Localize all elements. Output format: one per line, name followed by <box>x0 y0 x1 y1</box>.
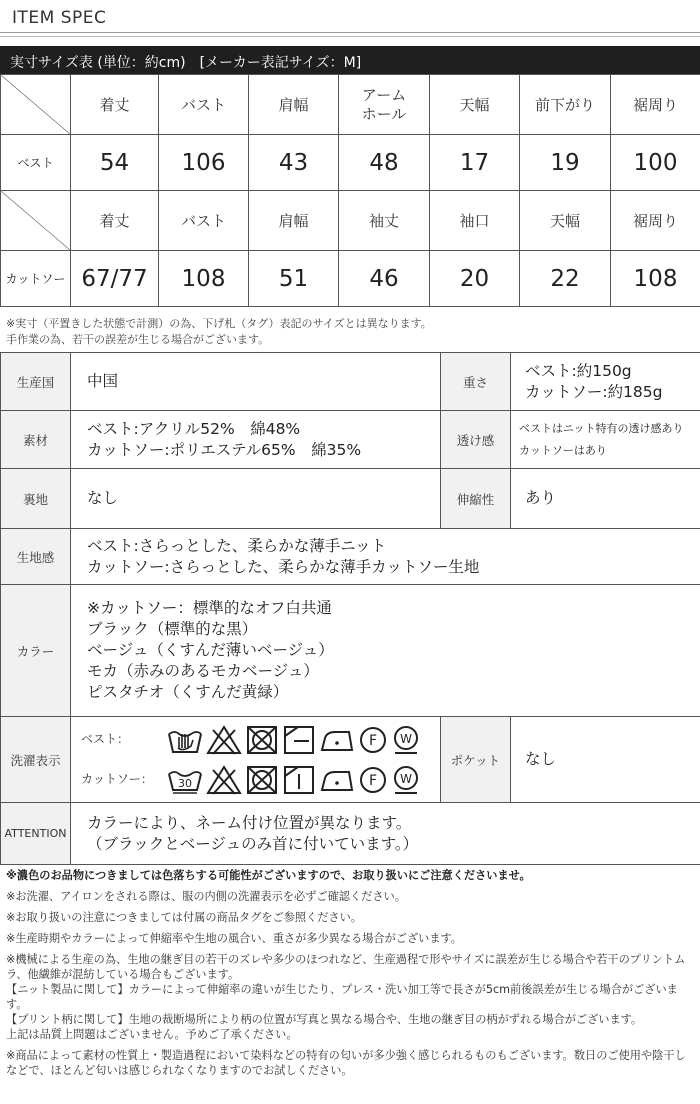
no-bleach-icon <box>206 724 242 756</box>
note-item: ※生産時期やカラーによって伸縮率や生地の風合い、重さが多少異なる場合がございます。 <box>6 932 462 945</box>
note-item: ※お取り扱いの注意につきましては付属の商品タグをご参照ください。 <box>6 911 362 924</box>
product-info-table <box>0 352 700 865</box>
wet-clean-w-letter: W <box>400 771 412 786</box>
material-label: 素材 <box>1 411 71 469</box>
texture-line: ベスト:さらっとした、柔らかな薄手ニット <box>87 536 387 555</box>
cutsew-header-row <box>1 191 700 251</box>
no-bleach-icon <box>206 764 242 796</box>
col-header: バスト <box>159 191 249 251</box>
note-item: ※濃色のお品物につきましては色落ちする可能性がございますので、お取り扱いにご注意くださいませ。 <box>6 869 531 882</box>
weight-line: カットソー:約185g <box>525 382 663 401</box>
wash-symbols <box>71 717 441 803</box>
col-header: 着丈 <box>71 191 159 251</box>
wet-clean-w-icon <box>391 764 421 796</box>
note-group <box>6 952 696 1042</box>
weight-value <box>511 353 700 411</box>
wash-cutsew-label: カットソー： <box>81 772 153 786</box>
size-value: 108 <box>611 251 700 307</box>
col-header: 肩幅 <box>249 191 339 251</box>
color-line: ※カットソー：標準的なオフ白共通 <box>87 599 332 617</box>
size-value: 106 <box>159 135 249 191</box>
row-label-cutsew: カットソー <box>1 251 71 307</box>
size-value: 54 <box>71 135 159 191</box>
wet-clean-w-letter: W <box>400 731 412 746</box>
armhole-line-1: アーム <box>361 85 407 104</box>
size-value: 22 <box>520 251 611 307</box>
lining-value: なし <box>71 469 441 529</box>
color-line: ベージュ（くすんだ薄いベージュ） <box>87 641 334 659</box>
wash-label: 洗濯表示 <box>1 717 71 803</box>
wash-row-cutsew <box>81 760 440 800</box>
col-header: 裾周り <box>611 75 700 135</box>
col-header: 前下がり <box>520 75 611 135</box>
corner-cell <box>1 191 71 251</box>
col-header: 裾周り <box>611 191 700 251</box>
lining-label: 裏地 <box>1 469 71 529</box>
col-header-armhole <box>339 75 430 135</box>
col-header: 着丈 <box>71 75 159 135</box>
color-value <box>71 585 700 717</box>
color-label: カラー <box>1 585 71 717</box>
header-divider <box>0 32 700 33</box>
size-table <box>0 74 700 307</box>
cutsew-value-row <box>1 251 700 307</box>
weight-label: 重さ <box>441 353 511 411</box>
col-header: 肩幅 <box>249 75 339 135</box>
col-header: 袖丈 <box>339 191 430 251</box>
material-line: ベスト:アクリル52% 綿48% <box>87 419 301 438</box>
note-item: 上記は品質上問題はございません。予めご了承ください。 <box>6 1028 298 1041</box>
care-notes <box>6 868 696 1084</box>
pocket-label: ポケット <box>441 717 511 803</box>
color-line: モカ（赤みのあるモカベージュ） <box>87 662 319 680</box>
note-item: ※機械による生産の為、生地の継ぎ目の若干のズレや多少のほつれなど、生産過程で形やサイズに誤差が生じる場合や若干のプリントムラ、他繊維が混紡している場合もございます。 <box>6 953 686 981</box>
vest-header-row <box>1 75 700 135</box>
sheer-line: ベストはニット特有の透け感あり <box>519 421 684 435</box>
row-label-vest: ベスト <box>1 135 71 191</box>
stretch-label: 伸縮性 <box>441 469 511 529</box>
attention-line: （ブラックとベージュのみ首に付いています。） <box>87 834 419 853</box>
size-value: 43 <box>249 135 339 191</box>
col-header: 袖口 <box>430 191 520 251</box>
no-tumble-dry-icon <box>245 724 279 756</box>
info-row-color <box>1 585 700 717</box>
measurement-note <box>6 316 432 348</box>
texture-value <box>71 529 700 585</box>
stretch-value: あり <box>511 469 700 529</box>
origin-value: 中国 <box>71 353 441 411</box>
note-item: ※お洗濯、アイロンをされる際は、服の内側の洗濯表示を必ずご確認ください。 <box>6 890 406 903</box>
sheer-line: カットソーはあり <box>519 443 607 457</box>
wash-vest-label: ベスト： <box>81 732 130 746</box>
size-value: 108 <box>159 251 249 307</box>
no-tumble-dry-icon <box>245 764 279 796</box>
size-value: 46 <box>339 251 430 307</box>
info-row-texture <box>1 529 700 585</box>
attention-label: ATTENTION <box>1 803 71 865</box>
size-value: 20 <box>430 251 520 307</box>
note-item: 【プリント柄に関して】生地の裁断場所により柄の位置が写真と異なる場合や、生地の継ぎ目の柄がずれる場合がございます。 <box>6 1013 643 1026</box>
info-row-lining <box>1 469 700 529</box>
size-value: 17 <box>430 135 520 191</box>
vest-value-row <box>1 135 700 191</box>
iron-low-icon <box>319 724 355 756</box>
size-value: 100 <box>611 135 700 191</box>
color-line: ブラック（標準的な黒） <box>87 620 258 638</box>
wash-temp-label: 30 <box>178 776 192 790</box>
material-line: カットソー:ポリエステル65% 綿35% <box>87 440 362 459</box>
origin-label: 生産国 <box>1 353 71 411</box>
dry-clean-f-letter: F <box>368 772 378 789</box>
shade-flat-dry-icon <box>282 724 316 756</box>
dry-clean-f-letter: F <box>368 732 378 749</box>
sheer-label: 透け感 <box>441 411 511 469</box>
note-item: 【ニット製品に関して】カラーによって伸縮率の違いが生じたり、プレス・洗い加工等で長さが5cm前後誤差が生じる場合がございます。 <box>6 983 678 1011</box>
col-header: バスト <box>159 75 249 135</box>
iron-low-icon <box>319 764 355 796</box>
wash-row-vest <box>81 720 440 760</box>
info-row-wash <box>1 717 700 803</box>
col-header: 天幅 <box>430 75 520 135</box>
wet-clean-w-icon <box>391 724 421 756</box>
pocket-value: なし <box>511 717 700 803</box>
note-line: 手作業の為、若干の誤差が生じる場合がございます。 <box>6 333 270 346</box>
machine-wash-30-icon <box>167 764 203 796</box>
hand-wash-icon <box>167 724 203 756</box>
texture-label: 生地感 <box>1 529 71 585</box>
size-value: 51 <box>249 251 339 307</box>
info-row-origin <box>1 353 700 411</box>
info-row-material <box>1 411 700 469</box>
armhole-line-2: ホール <box>361 104 407 123</box>
texture-line: カットソー:さらっとした、柔らかな薄手カットソー生地 <box>87 557 480 576</box>
color-line: ピスタチオ（くすんだ黄緑） <box>87 683 289 701</box>
page-title: ITEM SPEC <box>12 8 107 28</box>
attention-value <box>71 803 700 865</box>
note-item: ※商品によって素材の性質上・製造過程において染料などの特有の匂いが多少強く感じられるものもございます。数日のご使用や陰干しなどで、ほとんど匂いは感じられなくなりますのでお試しください。 <box>6 1049 686 1077</box>
sheer-value <box>511 411 700 469</box>
shade-line-dry-icon <box>282 764 316 796</box>
dry-clean-f-icon <box>358 724 388 756</box>
size-table-title: 実寸サイズ表 (単位：約cm) [メーカー表記サイズ：M] <box>0 46 700 74</box>
corner-cell <box>1 75 71 135</box>
material-value <box>71 411 441 469</box>
weight-line: ベスト:約150g <box>525 361 632 380</box>
header-divider-secondary <box>0 36 700 37</box>
item-spec-header <box>0 0 700 40</box>
size-value: 48 <box>339 135 430 191</box>
col-header: 天幅 <box>520 191 611 251</box>
note-line: ※実寸（平置きした状態で計測）の為、下げ札（タグ）表記のサイズとは異なります。 <box>6 317 432 330</box>
dry-clean-f-icon <box>358 764 388 796</box>
size-value: 19 <box>520 135 611 191</box>
info-row-attention <box>1 803 700 865</box>
attention-line: カラーにより、ネーム付け位置が異なります。 <box>87 813 412 832</box>
size-value: 67/77 <box>71 251 159 307</box>
